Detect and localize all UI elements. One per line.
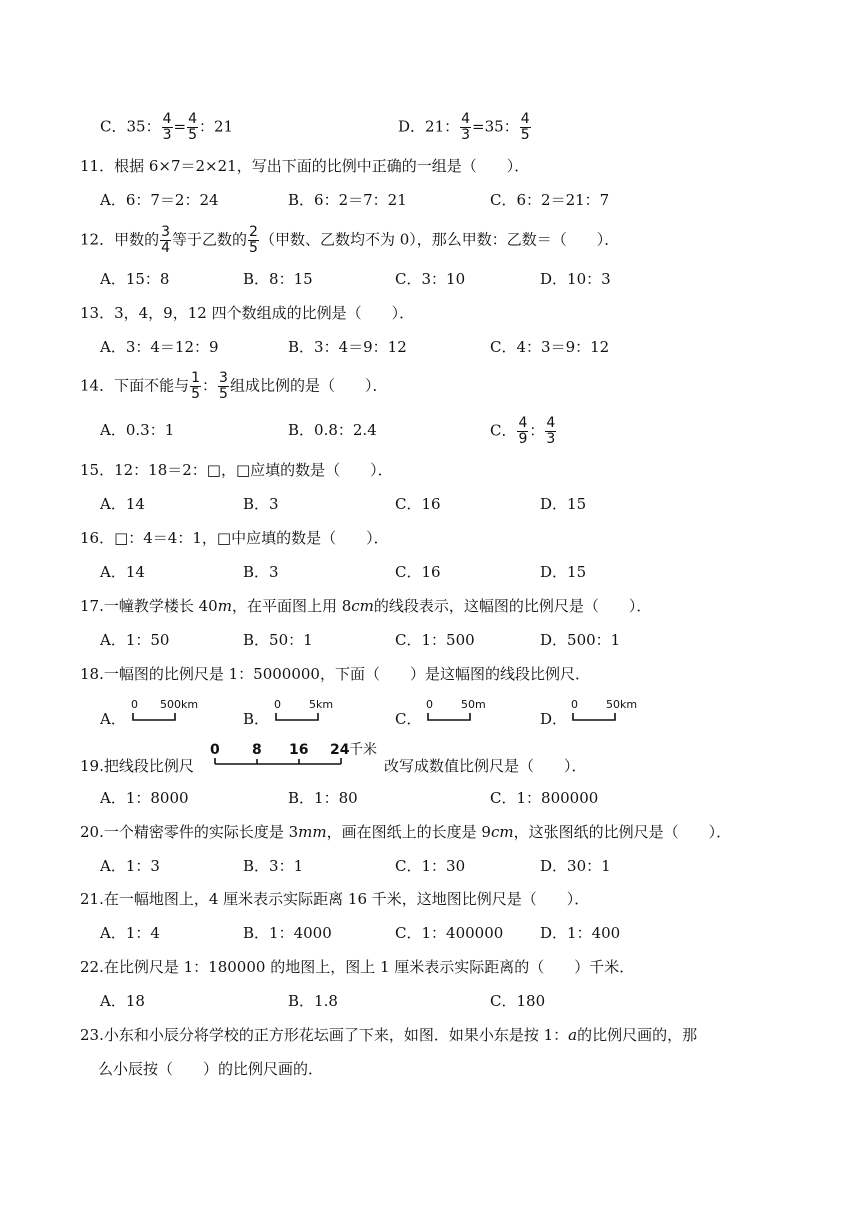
- fraction: $\frac{4}{5}$: [188, 111, 197, 143]
- fraction: $\frac{4}{3}$: [546, 415, 556, 447]
- q18-option-d[interactable]: D．: [540, 710, 568, 728]
- q21-option-b[interactable]: B．1：4000: [243, 924, 332, 942]
- fraction: $\frac{2}{5}$: [249, 224, 258, 256]
- q19-option-a[interactable]: A．1：8000: [100, 789, 189, 807]
- q12-option-d[interactable]: D．10：3: [540, 270, 611, 288]
- q18-option-a[interactable]: A．: [100, 710, 126, 728]
- q13-stem: 13．3，4，9，12 四个数组成的比例是（ ）．: [80, 304, 415, 322]
- q13-option-a[interactable]: A．3：4＝12：9: [100, 338, 219, 356]
- q11-option-a[interactable]: A．6：7＝2：24: [100, 191, 219, 209]
- scale-tick-label: 24: [330, 742, 350, 758]
- q17-option-a[interactable]: A．1：50: [100, 631, 170, 649]
- scale-zero-label: 0: [274, 698, 281, 711]
- q18-scale-bar-a: [130, 698, 210, 724]
- q19-option-b[interactable]: B．1：80: [288, 789, 358, 807]
- q16-option-c[interactable]: C．16: [395, 563, 441, 581]
- scale-end-label: 500km: [160, 698, 199, 711]
- scale-tick-label: 0: [210, 742, 220, 758]
- q21-option-c[interactable]: C．1：400000: [395, 924, 504, 942]
- q14-stem: 14．下面不能与 $\frac{1}{5}$ ： $\frac{3}{5}$ 组成比例的是（ ）．: [80, 370, 388, 402]
- q13-option-b[interactable]: B．3：4＝9：12: [288, 338, 407, 356]
- q11-stem: 11．根据 6×7＝2×21，写出下面的比例中正确的一组是（ ）．: [80, 157, 530, 175]
- q11-option-c[interactable]: C．6：2＝21：7: [490, 191, 610, 209]
- fraction: $\frac{4}{3}$: [162, 111, 172, 143]
- q14-option-b[interactable]: B．0.8：2.4: [288, 421, 377, 439]
- q10-c-prefix: C．35：: [100, 117, 161, 136]
- q14-option-a[interactable]: A．0.3：1: [100, 421, 175, 439]
- q12-option-c[interactable]: C．3：10: [395, 270, 466, 288]
- q16-option-d[interactable]: D．15: [540, 563, 587, 581]
- q10-option-c[interactable]: C．35： $\frac{4}{3}$ = $\frac{4}{5}$ ：21: [100, 111, 234, 143]
- fraction: $\frac{4}{5}$: [520, 111, 530, 143]
- q18-option-c[interactable]: C．: [395, 710, 422, 728]
- q10-option-d[interactable]: D．21： $\frac{4}{3}$ =35： $\frac{4}{5}$: [398, 111, 530, 143]
- q19-scale-bar: [207, 740, 382, 774]
- fraction: $\frac{4}{9}$: [518, 415, 528, 447]
- q18-stem: 18.一幅图的比例尺是 1：5000000，下面（ ）是这幅图的线段比例尺．: [80, 665, 590, 683]
- q17-option-d[interactable]: D．500：1: [540, 631, 621, 649]
- q23-stem-line2: 么小辰按（ ）的比例尺画的．: [98, 1060, 324, 1078]
- q16-option-a[interactable]: A．14: [100, 563, 145, 581]
- scale-end-label: 50km: [606, 698, 638, 711]
- q22-option-c[interactable]: C．180: [490, 992, 546, 1010]
- q19-stem-suffix: 改写成数值比例尺是（ ）．: [384, 757, 587, 775]
- q20-option-d[interactable]: D．30：1: [540, 857, 611, 875]
- scale-end-label: 5km: [309, 698, 334, 711]
- q21-stem: 21.在一幅地图上，4 厘米表示实际距离 16 千米，这地图比例尺是（ ）．: [80, 890, 590, 908]
- q15-option-c[interactable]: C．16: [395, 495, 441, 513]
- q20-option-c[interactable]: C．1：30: [395, 857, 466, 875]
- q22-option-a[interactable]: A．18: [100, 992, 145, 1010]
- q17-option-b[interactable]: B．50：1: [243, 631, 313, 649]
- q19-stem-prefix: 19.把线段比例尺: [80, 757, 194, 775]
- q22-option-b[interactable]: B．1.8: [288, 992, 338, 1010]
- scale-zero-label: 0: [131, 698, 138, 711]
- fraction: $\frac{3}{5}$: [219, 370, 228, 402]
- q15-option-d[interactable]: D．15: [540, 495, 587, 513]
- q12-stem: 12．甲数的 $\frac{3}{4}$ 等于乙数的 $\frac{2}{5}$ （甲数、乙数均不为 0），那么甲数：乙数＝（ ）．: [80, 224, 620, 256]
- q16-stem: 16．□：4＝4：1，□中应填的数是（ ）．: [80, 529, 389, 547]
- q21-option-d[interactable]: D．1：400: [540, 924, 621, 942]
- scale-zero-label: 0: [426, 698, 433, 711]
- q20-option-b[interactable]: B．3：1: [243, 857, 304, 875]
- q14-option-c[interactable]: C． $\frac{4}{9}$ ： $\frac{4}{3}$: [490, 415, 556, 447]
- fraction: $\frac{1}{5}$: [191, 370, 201, 402]
- q20-stem: 20.一个精密零件的实际长度是 3mm，画在图纸上的长度是 9cm，这张图纸的比例尺是（ ）．: [80, 823, 732, 841]
- fraction: $\frac{4}{3}$: [461, 111, 471, 143]
- q18-option-b[interactable]: B．: [243, 710, 270, 728]
- q15-stem: 15．12：18＝2：□，□应填的数是（ ）．: [80, 461, 393, 479]
- q15-option-b[interactable]: B．3: [243, 495, 279, 513]
- q22-stem: 22.在比例尺是 1：180000 的地图上，图上 1 厘米表示实际距离的（ ）千米．: [80, 958, 635, 976]
- q21-option-a[interactable]: A．1：4: [100, 924, 160, 942]
- scale-tick-label: 16: [289, 742, 309, 758]
- q12-option-a[interactable]: A．15：8: [100, 270, 170, 288]
- q18-scale-bar-d: [570, 698, 650, 724]
- q18-scale-bar-b: [273, 698, 353, 724]
- scale-tick-label: 8: [252, 742, 262, 758]
- q12-option-b[interactable]: B．8：15: [243, 270, 313, 288]
- q23-stem-line1: 23.小东和小辰分将学校的正方形花坛画了下来，如图．如果小东是按 1：a的比例尺画的，那: [80, 1026, 698, 1044]
- q13-option-c[interactable]: C．4：3＝9：12: [490, 338, 610, 356]
- q10-d-prefix: D．21：: [398, 117, 460, 136]
- q19-option-c[interactable]: C．1：800000: [490, 789, 599, 807]
- q20-option-a[interactable]: A．1：3: [100, 857, 160, 875]
- q15-option-a[interactable]: A．14: [100, 495, 145, 513]
- scale-unit-label: 千米: [349, 742, 377, 758]
- q18-scale-bar-c: [425, 698, 505, 724]
- q17-option-c[interactable]: C．1：500: [395, 631, 475, 649]
- fraction: $\frac{3}{4}$: [161, 224, 171, 256]
- q16-option-b[interactable]: B．3: [243, 563, 279, 581]
- q17-stem: 17.一幢教学楼长 40m，在平面图上用 8cm的线段表示，这幅图的比例尺是（ ）．: [80, 597, 652, 615]
- scale-zero-label: 0: [571, 698, 578, 711]
- scale-end-label: 50m: [461, 698, 486, 711]
- q11-option-b[interactable]: B．6：2＝7：21: [288, 191, 407, 209]
